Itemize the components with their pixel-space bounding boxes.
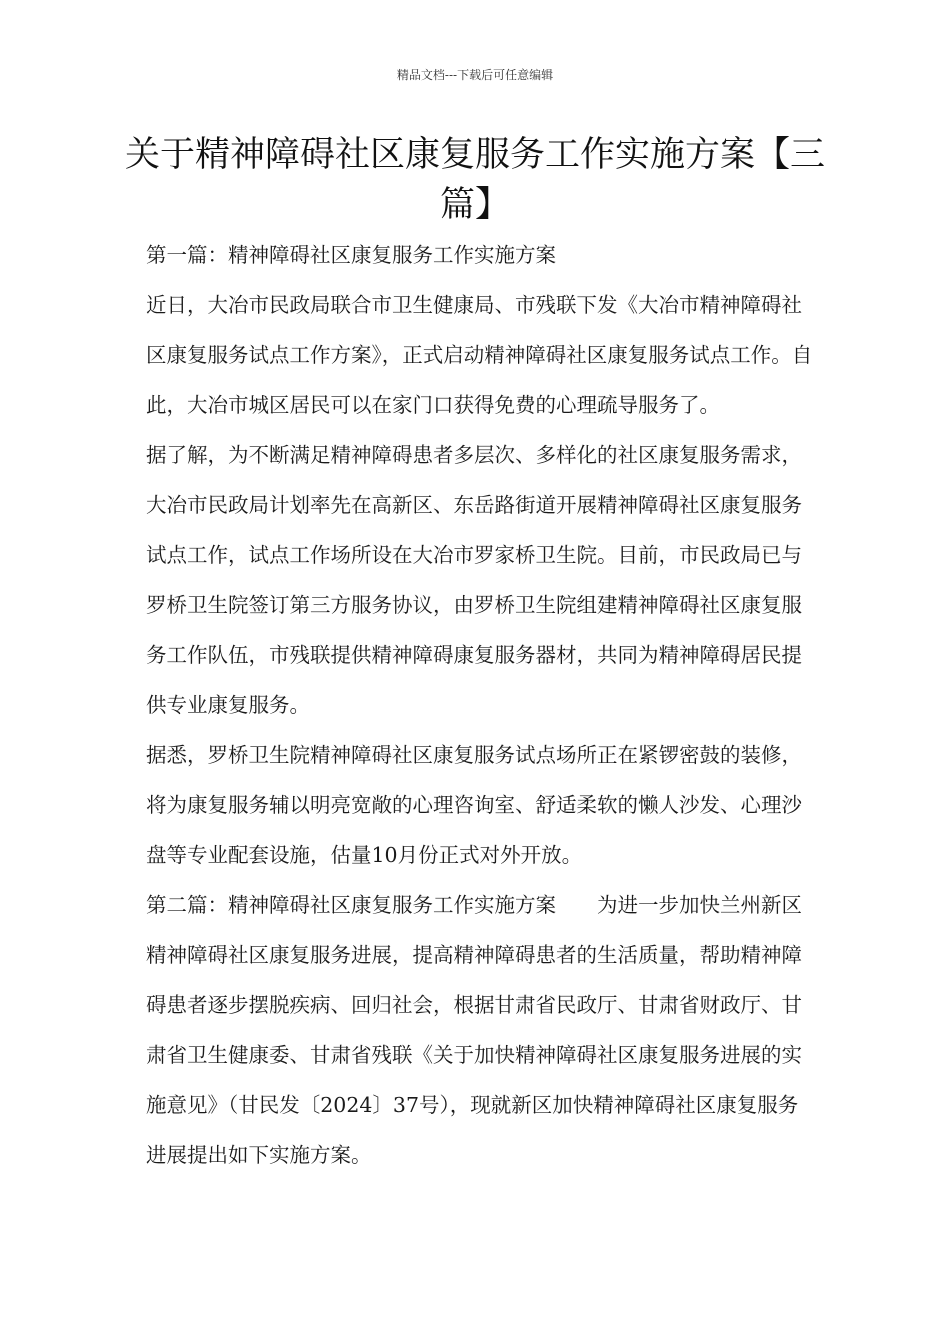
section-heading-1: 第一篇：精神障碍社区康复服务工作实施方案	[146, 243, 556, 267]
document-body	[146, 230, 814, 1180]
paragraph: 据悉，罗桥卫生院精神障碍社区康复服务试点场所正在紧锣密鼓的装修，将为康复服务辅以明亮宽敞的心理咨询室、舒适柔软的懒人沙发、心理沙盘等专业配套设施，估量10月份正式对外开放。	[146, 743, 802, 867]
paragraph: 第二篇：精神障碍社区康复服务工作实施方案 为进一步加快兰州新区精神障碍社区康复服务进展，提高精神障碍患者的生活质量，帮助精神障碍患者逐步摆脱疾病、回归社会，根据甘肃省民政厅、甘肃省财政厅、甘肃省卫生健康委、甘肃省残联《关于加快精神障碍社区康复服务进展的实施意见》（甘民发〔2024〕37号），现就新区加快精神障碍社区康复服务进展提出如下实施方案。	[146, 893, 802, 1167]
paragraph: 据了解，为不断满足精神障碍患者多层次、多样化的社区康复服务需求，大冶市民政局计划率先在高新区、东岳路街道开展精神障碍社区康复服务试点工作，试点工作场所设在大冶市罗家桥卫生院。目前，市民政局已与罗桥卫生院签订第三方服务协议，由罗桥卫生院组建精神障碍社区康复服务工作队伍，市残联提供精神障碍康复服务器材，共同为精神障碍居民提供专业康复服务。	[146, 443, 802, 717]
header-note: 精品文档---下载后可任意编辑	[396, 68, 554, 82]
paragraph: 近日，大冶市民政局联合市卫生健康局、市残联下发《大冶市精神障碍社区康复服务试点工作方案》，正式启动精神障碍社区康复服务试点工作。自此，大冶市城区居民可以在家门口获得免费的心理疏导服务了。	[146, 293, 813, 417]
document-title: 关于精神障碍社区康复服务工作实施方案【三篇】	[124, 135, 825, 225]
